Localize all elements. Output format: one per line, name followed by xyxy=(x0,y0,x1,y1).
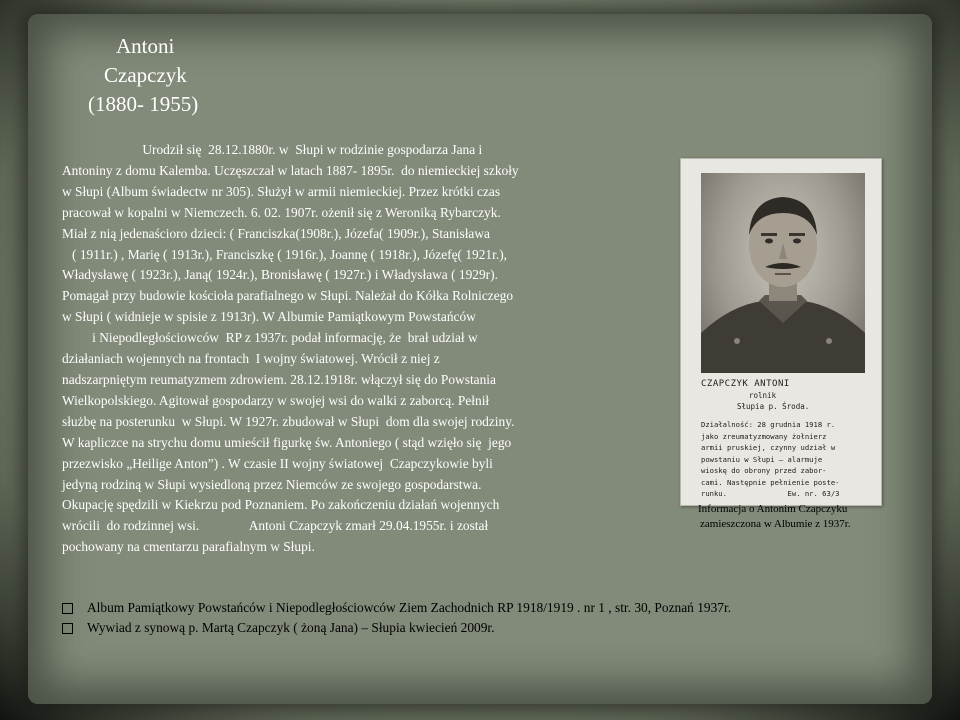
clipping-occupation: rolnik xyxy=(749,391,777,400)
clipping-text xyxy=(701,379,871,500)
title-last-name: Czapczyk xyxy=(104,63,187,87)
title-first-name: Antoni xyxy=(116,34,175,58)
title-years: (1880- 1955) xyxy=(88,92,199,116)
portrait-photo xyxy=(701,173,865,373)
checkbox-bullet-icon xyxy=(62,623,73,634)
biography-text: Urodził się 28.12.1880r. w Słupi w rodzinie gospodarza Jana i Antoniny z domu Kalemba. Uczęszczał w latach 1887- 1895r. do niemieckiej szkoły w Słupi (Album świadectw nr 305). Służył w armii niemieckiej. Przez krótki czas pracował w kopalni w Niemczech. 6. 02. 1907r. ożenił się z Weroniką Rybarczyk. Miał z nią jedenaścioro dzieci: ( Franciszka(1908r.), Józefa( 1909r.), Stanisława ( 1911r.) , Marię ( 1913r.), Franciszkę ( 1916r.), Joannę ( 1918r.), Józefę( 1921r.), Władysławę ( 1923r.), Janą( 1924r.), Bronisławę ( 1927r.) i Władysława ( 1929r). Pomagał przy budowie kościoła parafialnego w Słupi. Należał do Kółka Rolniczego w Słupi ( widnieje w spisie z 1913r). W Albumie Pamiątkowym Powstańców i Niepodległościowców RP z 1937r. podał informację, że brał udział w działaniach wojennych na frontach I wojny światowej. Wrócił z niej z nadszarpniętym reumatyzmem zdrowiem. 28.12.1918r. włączył się do Powstania Wielkopolskiego. Agitował gospodarzy w swojej wsi do walki z zaborcą. Pełnił służbę na posterunku w Słupi. W 1927r. zbudował w Słupi dom dla swojej rodziny. W kapliczce na strychu domu umieścił figurkę św. Antoniego ( stąd wzięło się jego przezwisko „Heilige Anton”) . W czasie II wojny światowej Czapczykowie byli jedyną rodziną w Słupi wysiedloną przez Niemców ze swojego gospodarstwa. Okupację spędzili w Kiekrzu pod Poznaniem. Po zakończeniu działań wojennych wrócili do rodzinnej wsi. Antoni Czapczyk zmarł 29.04.1955r. i został pochowany na cmentarzu parafialnym w Słupi. xyxy=(62,142,519,555)
photo-caption xyxy=(694,502,904,532)
sources-list xyxy=(62,598,922,638)
checkbox-bullet-icon xyxy=(62,603,73,614)
page-title xyxy=(88,32,288,119)
source-item xyxy=(62,598,922,618)
caption-line-1: Informacja o Antonim Czapczyku xyxy=(698,503,848,515)
album-clipping xyxy=(680,158,882,506)
clipping-name: CZAPCZYK ANTONI xyxy=(701,379,790,389)
source-text: Wywiad z synową p. Martą Czapczyk ( żoną Jana) – Słupia kwiecień 2009r. xyxy=(87,620,495,635)
source-text: Album Pamiątkowy Powstańców i Niepodległościowców Ziem Zachodnich RP 1918/1919 . nr 1 , str. 30, Poznań 1937r. xyxy=(87,600,732,615)
clipping-location: Słupia p. Środa. xyxy=(737,402,810,411)
caption-line-2: zamieszczona w Albumie z 1937r. xyxy=(700,518,851,530)
source-item xyxy=(62,618,922,638)
clipping-activity-note: Działalność: 28 grudnia 1918 r. jako zreumatyzmowany żołnierz armii pruskiej, czynny udział w powstaniu w Słupi — alarmuje wioskę do obrony przed zabor- cami. Następnie pełnienie poste- runku. Ew. nr. 63/3 xyxy=(701,420,840,498)
